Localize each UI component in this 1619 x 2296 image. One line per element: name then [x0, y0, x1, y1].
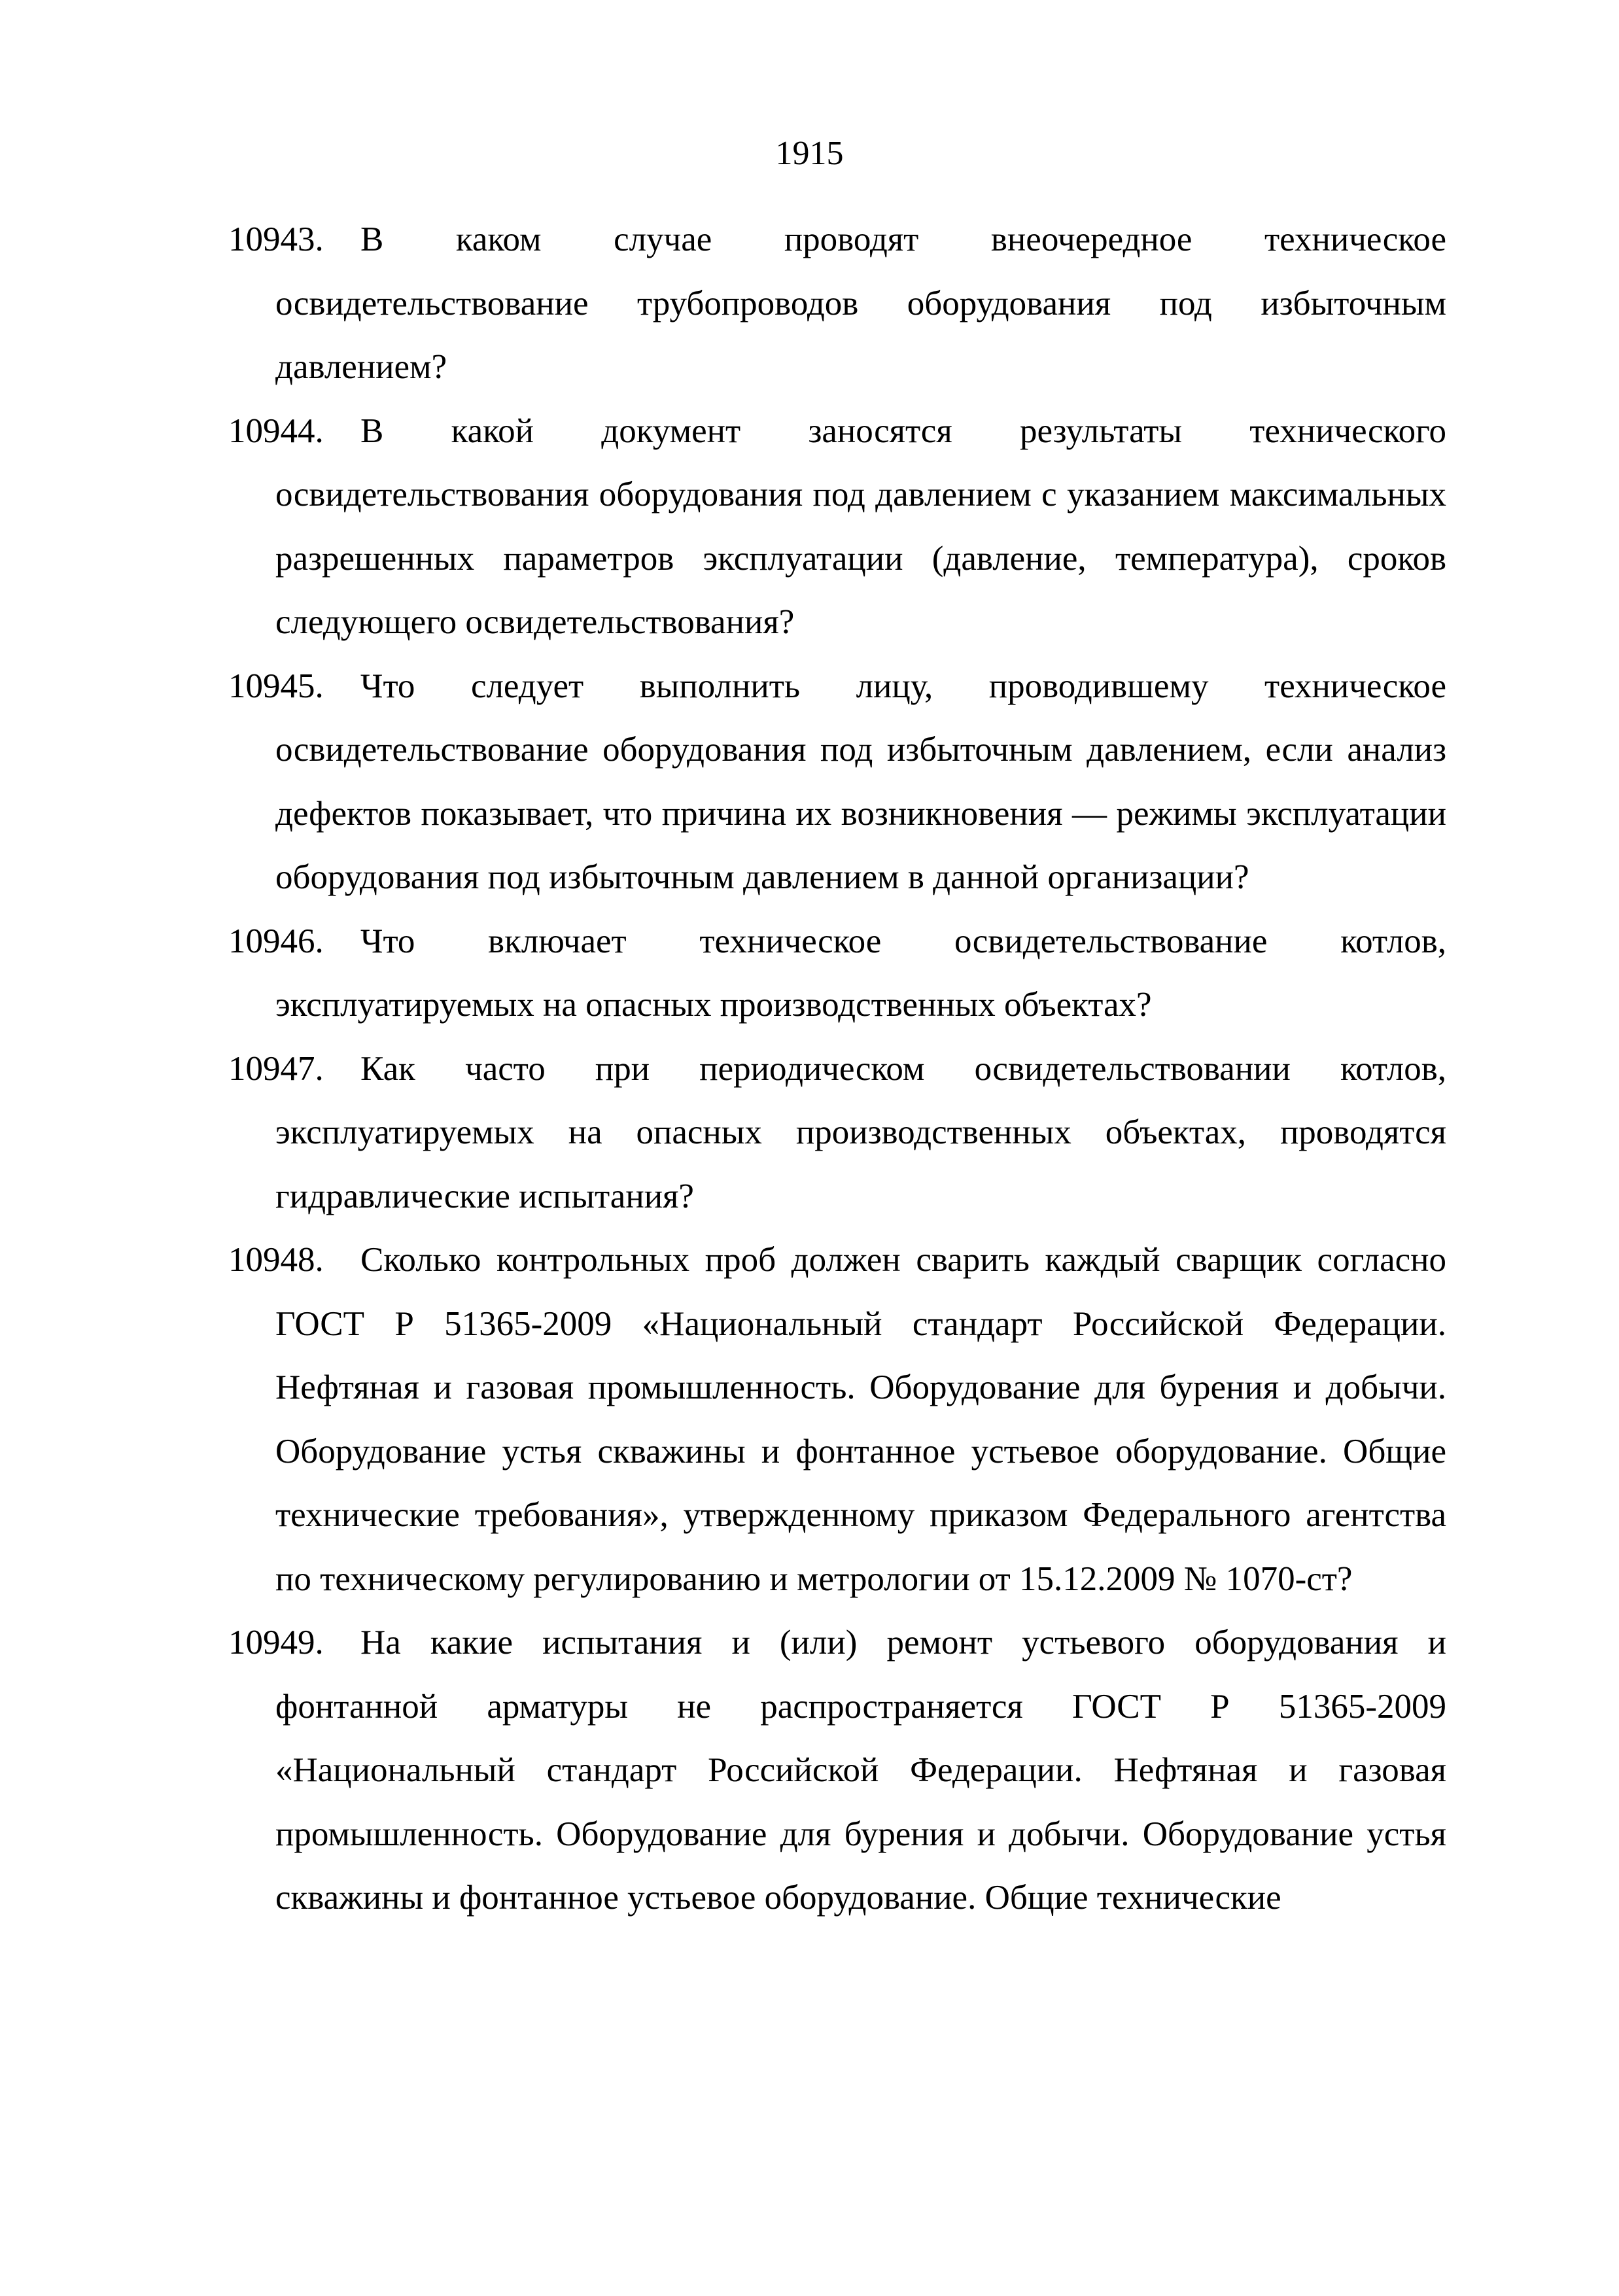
question-text: Как часто при периодическом освидетельствовании котлов, эксплуатируемых на опасных производственных объектах, проводятся гидравлические испытания?: [275, 1049, 1446, 1215]
question-item: [228, 1611, 1446, 1930]
question-number: 10946.: [228, 922, 324, 960]
question-item: [228, 400, 1446, 655]
question-text: На какие испытания и (или) ремонт устьевого оборудования и фонтанной арматуры не распространяется ГОСТ Р 51365-2009 «Национальный стандарт Российской Федерации. Нефтяная и газовая промышленность. Оборудование для бурения и добычи. Оборудование устья скважины и фонтанное устьевое оборудование. Общие технические: [275, 1624, 1446, 1917]
question-item: [228, 910, 1446, 1037]
question-text: Что включает техническое освидетельствование котлов, эксплуатируемых на опасных производственных объектах?: [275, 922, 1446, 1024]
question-number: 10943.: [228, 220, 324, 258]
question-number: 10949.: [228, 1624, 324, 1661]
question-item: [228, 655, 1446, 910]
question-number: 10948.: [228, 1241, 324, 1279]
question-number: 10945.: [228, 667, 324, 705]
question-text: Сколько контрольных проб должен сварить каждый сварщик согласно ГОСТ Р 51365-2009 «Национальный стандарт Российской Федерации. Нефтяная и газовая промышленность. Оборудование для бурения и добычи. Оборудование устья скважины и фонтанное устьевое оборудование. Общие технические требования», утвержденному приказом Федерального агентства по техническому регулированию и метрологии от 15.12.2009 № 1070-ст?: [275, 1241, 1446, 1598]
question-item: [228, 1037, 1446, 1229]
question-text: Что следует выполнить лицу, проводившему техническое освидетельствование оборудования под избыточным давлением, если анализ дефектов показывает, что причина их возникновения — режимы эксплуатации оборудования под избыточным давлением в данной организации?: [275, 667, 1446, 896]
question-item: [228, 208, 1446, 400]
question-text: В какой документ заносятся результаты технического освидетельствования оборудования под давлением с указанием максимальных разрешенных параметров эксплуатации (давление, температура), сроков следующего освидетельствования?: [275, 411, 1446, 641]
page-number: 1915: [775, 135, 844, 172]
question-list: [228, 208, 1446, 1930]
question-text: В каком случае проводят внеочередное техническое освидетельствование трубопроводов оборудования под избыточным давлением?: [275, 220, 1446, 386]
question-item: [228, 1228, 1446, 1611]
question-number: 10947.: [228, 1049, 324, 1088]
question-number: 10944.: [228, 411, 324, 450]
